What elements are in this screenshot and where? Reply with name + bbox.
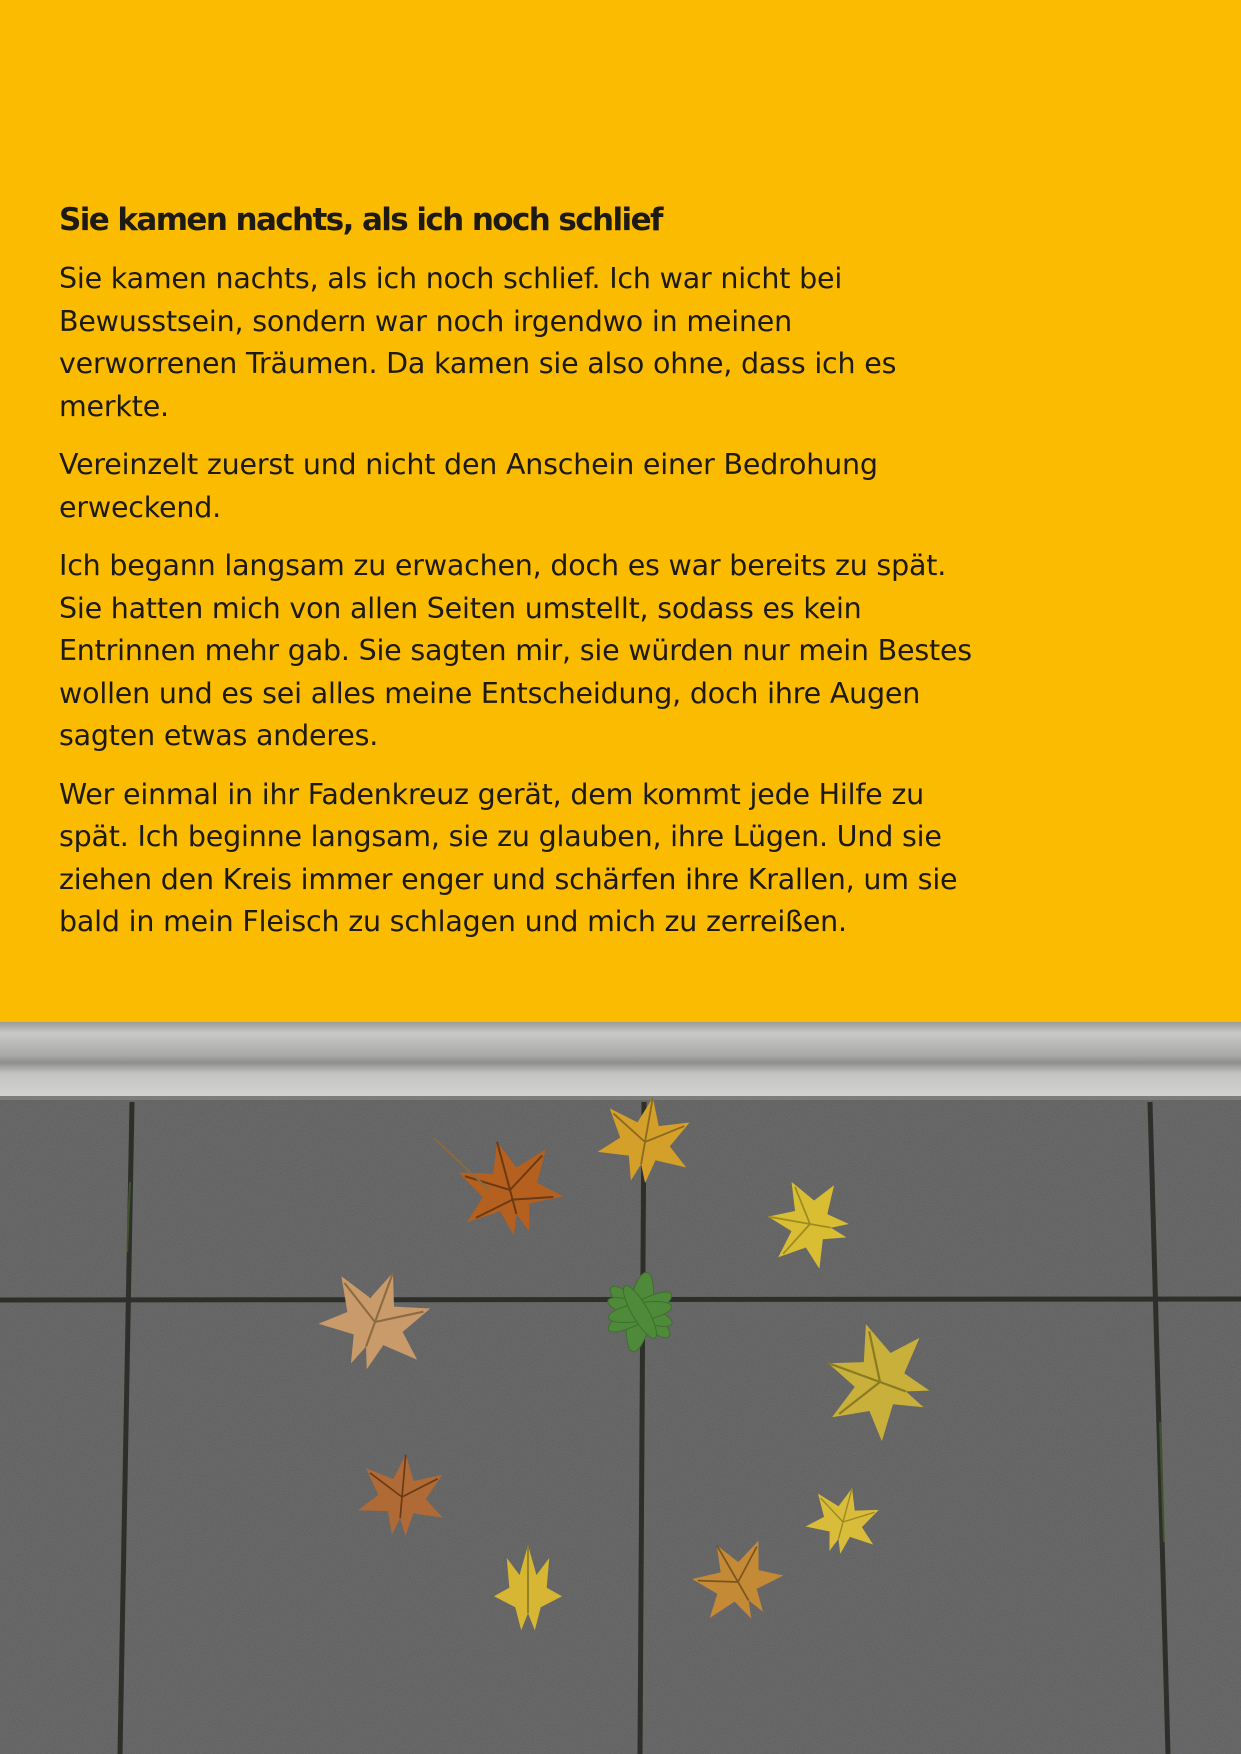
paragraph-1: Sie kamen nachts, als ich noch schlief. Ich war nicht bei Bewusstsein, sondern war noch irgendwo in meinen verworrenen Träumen. Da kamen sie also ohne, dass ich es merkte. — [59, 262, 897, 423]
article-heading: Sie kamen nachts, als ich noch schlief — [59, 202, 662, 238]
pavement-photo — [0, 1022, 1241, 1754]
paragraph-2: Vereinzelt zuerst und nicht den Anschein einer Bedrohung erweckend. — [59, 448, 878, 524]
curb — [0, 1022, 1241, 1096]
article — [59, 196, 979, 960]
paragraph-4: Wer einmal in ihr Fadenkreuz gerät, dem kommt jede Hilfe zu spät. Ich beginne langsam, sie zu glauben, ihre Lügen. Und sie ziehen den Kreis immer enger und schärfen ihre Krallen, um sie bald in mein Fleisch zu schlagen und mich zu zerreißen. — [59, 777, 958, 938]
paragraph-3: Ich begann langsam zu erwachen, doch es war bereits zu spät. Sie hatten mich von allen Seiten umstellt, sodass es kein Entrinnen mehr gab. Sie sagten mir, sie würden nur mein Bestes wollen und es sei alles meine Entscheidung, doch ihre Augen sagten etwas anderes. — [59, 549, 972, 752]
